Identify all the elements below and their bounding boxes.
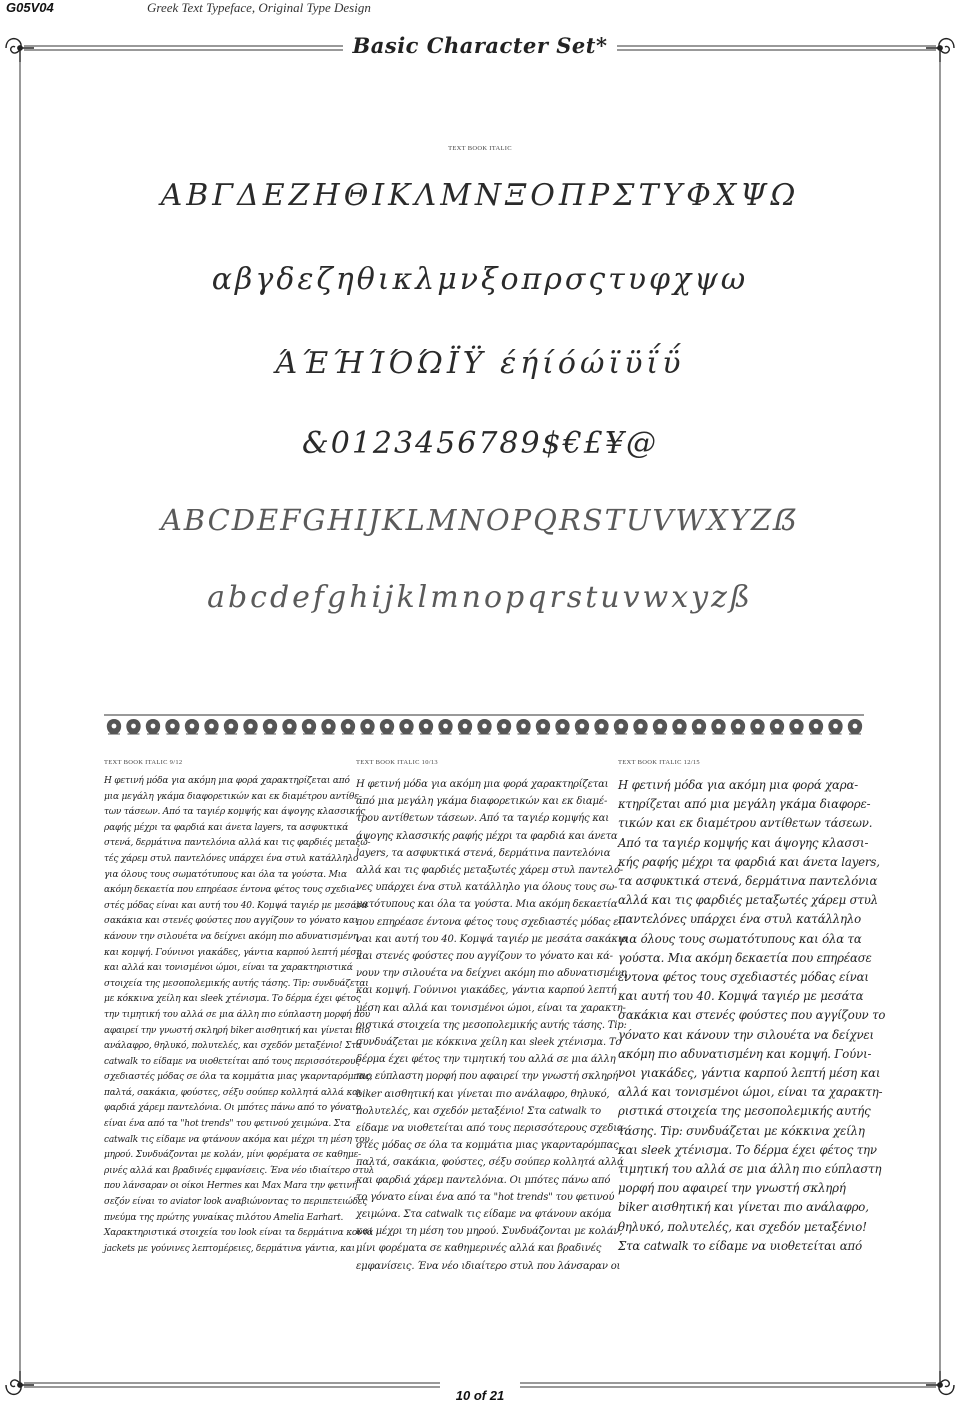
text-line: για όλους τους σωματότυπους και όλα τα γούστα. Μια xyxy=(104,869,347,880)
text-line: γούστα. Μια ακόμη δεκαετία που επηρέασε xyxy=(618,950,872,965)
ornament-unit-icon xyxy=(458,719,472,734)
ornament-unit-icon xyxy=(692,719,706,734)
page-number-text: 10 of 21 xyxy=(450,1388,510,1403)
ornament-unit-icon xyxy=(575,719,589,734)
ornament-unit-icon xyxy=(672,719,686,734)
text-line: για όλους τους σωματότυπους και όλα τα xyxy=(618,931,862,946)
text-line: αλλά και τις φαρδιές μεταξωτές χάρεμ στυλ παντελό- xyxy=(356,865,623,877)
text-line: Η φετινή μόδα για ακόμη μια φορά χαρακτηρίζεται xyxy=(356,779,609,790)
ornament-unit-icon xyxy=(399,719,413,734)
glyph-row-uppercase-greek: ΑΒΓΔΕΖΗΘΙΚΛΜΝΞΟΠΡΣΤΥΦΧΨΩ xyxy=(160,178,800,213)
ornament-unit-icon xyxy=(204,719,218,734)
text-line: κής ραφής μέχρι τα φαρδιά και άνετα layers, xyxy=(618,854,880,869)
text-line: σακάκια και στενές φούστες που αγγίζουν το γόνατο και xyxy=(104,916,359,927)
text-line: μέση και αλλά και τονισμένοι ώμοι, είναι τα χαρακτη- xyxy=(356,1002,626,1014)
text-line: το γόνατο είναι ένα από τα "hot trends" του φετινού xyxy=(356,1191,615,1203)
ornament-unit-icon xyxy=(282,719,296,734)
text-line: σχεδιαστές μόδας σε όλα τα κομμάτια μιας γκαρνταρόμπας, xyxy=(104,1072,373,1083)
ornament-unit-icon xyxy=(809,719,823,734)
document-code: G05V04 xyxy=(6,0,54,15)
text-line: αλλά και τις φαρδιές μεταξωτές χάρεμ στυλ xyxy=(618,893,879,908)
text-line: Από τα ταγιέρ κομψής και άψογης κλασσι- xyxy=(618,835,869,850)
ornament-unit-icon xyxy=(419,719,433,734)
text-line: μια μεγάλη γκάμα διαφορετικών και εκ διαμέτρου αντίθε- xyxy=(104,791,362,802)
text-line: άψογης κλασσικής ραφής μέχρι τα φαρδιά και άνετα xyxy=(356,830,618,842)
text-line: σεζόν είναι το aviator look αναβιώνοντας το περιπετειώδες xyxy=(104,1197,368,1208)
ornament-unit-icon xyxy=(555,719,569,734)
text-line: σακάκια και στενές φούστες που αγγίζουν το xyxy=(618,1008,886,1023)
ornament-unit-icon xyxy=(789,719,803,734)
ornament-unit-icon xyxy=(360,719,374,734)
ornament-unit-icon xyxy=(828,719,842,734)
text-line: τρου αντίθετων τάσεων. Από τα ταγιέρ κομψής και xyxy=(356,813,609,825)
text-line: έντονα φέτος τους σχεδιαστές μόδας είναι xyxy=(618,970,869,985)
text-line: ρινές αλλά και βραδινές εμφανίσεις. Ένα νέο ιδιαίτερο στυλ xyxy=(104,1165,375,1176)
ornament-unit-icon xyxy=(497,719,511,734)
ornament-unit-icon xyxy=(302,719,316,734)
text-line: νες υπάρχει ένα στυλ κατάλληλο για όλους τους σω- xyxy=(356,882,618,894)
column-3-caption: TEXT BOOK ITALIC 12/15 xyxy=(618,759,700,766)
text-line: στοιχεία της μεσοπολεμικής αυτής τάσης. Tip: συνδυάζεται xyxy=(104,978,369,989)
glyph-row-lowercase-greek: αβγδεζηθικλμνξοπρσςτυφχψω xyxy=(211,262,749,297)
text-line: είναι ένα από τα "hot trends" του φετινού χειμώνα. Στα xyxy=(104,1119,351,1130)
text-line: αλλά και τονισμένοι ώμοι, είναι τα χαρακτη- xyxy=(618,1085,883,1100)
ornament-unit-icon xyxy=(263,719,277,734)
text-line: Χαρακτηριστικά στοιχεία του look είναι τα δερμάτινα κοντά xyxy=(104,1228,374,1239)
ornament-unit-icon xyxy=(653,719,667,734)
text-line: τα ασφυκτικά στενά, δερμάτινα παντελόνια xyxy=(618,874,878,889)
text-line: δέρμα έχει φέτος την τιμητική του αλλά σε μια άλλη xyxy=(356,1054,616,1066)
text-line: layers, τα ασφυκτικά στενά, δερμάτινα παντελόνια xyxy=(356,847,611,859)
text-line: στές μόδας σε όλα τα κομμάτια μιας γκαρνταρόμπας, xyxy=(356,1140,622,1152)
ornament-unit-icon xyxy=(165,719,179,734)
ornament-unit-icon xyxy=(321,719,335,734)
ornament-unit-icon xyxy=(516,719,530,734)
glyph-row-accented: ΆΈΉΊΌΏΪΫ έήίόώϊϋΐΰ xyxy=(275,346,685,381)
text-line: με κόκκινα χείλη και sleek χτένισμα. Το δέρμα έχει φέτος xyxy=(104,994,361,1005)
specimen-caption: TEXT BOOK ITALIC xyxy=(448,145,512,152)
document-subtitle: Greek Text Typeface, Original Type Design xyxy=(147,0,371,15)
text-line: γόνατο και κάνουν την σιλουέτα να δείχνει xyxy=(618,1027,874,1042)
ornament-unit-icon xyxy=(224,719,238,734)
text-column-9-12 xyxy=(104,774,374,1257)
ornament-unit-icon xyxy=(380,719,394,734)
glyph-row-lowercase-latin: abcdefghijklmnopqrstuvwxyzß xyxy=(207,580,753,615)
ornament-unit-icon xyxy=(614,719,628,734)
text-line: και κομψή. Γούνινοι γιακάδες, γάντια καρπού λεπτή xyxy=(356,985,617,997)
text-line: και sleek χτένισμα. Το δέρμα έχει φέτος την xyxy=(618,1142,877,1157)
text-line: πνεύμα της πρώτης γυναίκας πιλότου Amelia Earhart. xyxy=(104,1212,344,1223)
text-line: είδαμε να υιοθετείται από τους περισσότερους σχεδια- xyxy=(356,1123,627,1135)
text-line: κάνουν την σιλουέτα να δείχνει ακόμη πιο αδυνατισμένη xyxy=(104,931,359,942)
text-line: στενά, δερμάτινα παντελόνια αλλά και τις φαρδιές μεταξω- xyxy=(104,838,371,849)
text-line: συνδυάζεται με κόκκινα χείλη και sleek χτένισμα. Το xyxy=(356,1037,622,1049)
text-line: Η φετινή μόδα για ακόμη μια φορά χαρα- xyxy=(618,778,859,792)
ornament-unit-icon xyxy=(185,719,199,734)
ornament-unit-icon xyxy=(126,719,140,734)
text-line: ακόμη δεκαετία που επηρέασε έντονα φέτος τους σχεδια- xyxy=(104,885,359,896)
text-line: που λάνσαραν οι οίκοι Hermes και Max Mara την φετινή xyxy=(104,1181,357,1192)
text-line: ακόμη πιο αδυνατισμένη και κομψή. Γούνι- xyxy=(618,1046,872,1061)
text-line: τάσης. Tip: συνδυάζεται με κόκκινα χείλη xyxy=(618,1123,865,1138)
text-column-12-15 xyxy=(618,776,885,1256)
ornament-unit-icon xyxy=(770,719,784,734)
text-line: κτηρίζεται από μια μεγάλη γκάμα διαφορε- xyxy=(618,797,871,812)
text-line: και στενές φούστες που αγγίζουν το γόνατο και κά- xyxy=(356,951,613,963)
text-line: νοι γιακάδες, γάντια καρπού λεπτή μέση και xyxy=(618,1066,881,1081)
text-line: ανάλαφρο, θηλυκό, πολυτελές, και σχεδόν μεταξένιο! Στα xyxy=(104,1041,362,1052)
text-line: και φαρδιά χάρεμ παντελόνια. Οι μπότες πάνω από xyxy=(356,1174,611,1186)
text-line: τικών και εκ διαμέτρου αντίθετων τάσεων. xyxy=(618,816,873,831)
column-2-caption: TEXT BOOK ITALIC 10/13 xyxy=(356,759,438,766)
ornament-unit-icon xyxy=(536,719,550,734)
text-line: παλτά, σακάκια, φούστες, σέξυ σούπερ κολλητά αλλά xyxy=(356,1157,624,1169)
text-line: catwalk τις είδαμε να φτάνουν ακόμα και μέχρι τη μέση του xyxy=(104,1134,370,1145)
text-line: και αλλά και τονισμένοι ώμοι, είναι τα χαρακτηριστικά xyxy=(104,963,353,974)
ornament-unit-icon xyxy=(146,719,160,734)
ornament-unit-icon xyxy=(243,719,257,734)
text-line: τιμητική του αλλά σε μια άλλη πιο εύπλαστη xyxy=(618,1162,882,1177)
text-line: αφαιρεί την γνωστή σκληρή biker αισθητική και γίνεται πιο xyxy=(104,1025,370,1036)
text-line: jackets με γούνινες λεπτομέρειες, δερμάτινα γάντια, και xyxy=(104,1243,355,1254)
text-line: μορφή που αφαιρεί την γνωστή σκληρή xyxy=(618,1181,846,1196)
text-line: θηλυκό, πολυτελές, και σχεδόν μεταξένιο! xyxy=(618,1219,867,1234)
text-line: και κομψή. Γούνινοι γιακάδες, γάντια καρπού λεπτή μέση xyxy=(104,947,362,958)
text-line: ριστικά στοιχεία της μεσοπολεμικής αυτής xyxy=(618,1104,871,1119)
ornament-unit-icon xyxy=(750,719,764,734)
text-line: εμφανίσεις. Ένα νέο ιδιαίτερο στυλ που λάνσαραν οι xyxy=(356,1260,621,1272)
text-line: biker αισθητική και γίνεται πιο ανάλαφρο, xyxy=(618,1200,869,1215)
ornament-unit-icon xyxy=(731,719,745,734)
section-title-text: Basic Character Set* xyxy=(343,33,618,58)
ornament-unit-icon xyxy=(477,719,491,734)
section-title xyxy=(0,33,960,58)
ornament-unit-icon xyxy=(438,719,452,734)
text-line: catwalk το είδαμε να υιοθετείται από τους περισσότερους xyxy=(104,1056,361,1067)
text-line: που επηρέασε έντονα φέτος τους σχεδιαστές μόδας εί- xyxy=(356,916,626,928)
text-line: παντελόνες υπάρχει ένα στυλ κατάλληλο xyxy=(618,912,861,927)
ornament-unit-icon xyxy=(107,719,121,734)
text-line: από μια μεγάλη γκάμα διαφορετικών και εκ διαμέ- xyxy=(356,796,608,808)
text-line: biker αισθητική και γίνεται πιο ανάλαφρο, θηλυκό, xyxy=(356,1088,610,1100)
ornament-unit-icon xyxy=(341,719,355,734)
text-column-10-13 xyxy=(356,776,628,1275)
ornament-unit-icon xyxy=(848,719,862,734)
ornament-unit-icon xyxy=(594,719,608,734)
ornament-unit-icon xyxy=(633,719,647,734)
text-line: ναι και αυτή του 40. Κομψά ταγιέρ με μεσάτα σακάκια xyxy=(356,933,629,945)
text-line: νουν την σιλουέτα να δείχνει ακόμη πιο αδυνατισμένη xyxy=(356,968,627,980)
text-line: την τιμητική του αλλά σε μια άλλη πιο εύπλαστη μορφή που xyxy=(104,1009,370,1020)
ornament-divider-icon xyxy=(104,713,864,739)
text-line: στές μόδας είναι και αυτή του 40. Κομψά ταγιέρ με μεσάτα xyxy=(104,900,368,911)
text-line: και μέχρι τη μέση του μηρού. Συνδυάζονται με κολάν, xyxy=(356,1226,623,1238)
column-1-caption: TEXT BOOK ITALIC 9/12 xyxy=(104,759,183,766)
text-line: Στα catwalk το είδαμε να υιοθετείται από xyxy=(618,1238,862,1253)
text-line: παλτά, σακάκια, φούστες, σέξυ σούπερ κολλητά αλλά και xyxy=(104,1087,362,1098)
text-line: μηρού. Συνδυάζονται με κολάν, μίνι φορέματα σε καθημε- xyxy=(104,1150,361,1161)
text-line: πιο εύπλαστη μορφή που αφαιρεί την γνωστή σκληρή xyxy=(356,1071,619,1083)
text-line: ριστικά στοιχεία της μεσοπολεμικής αυτής τάσης. Tip: xyxy=(356,1019,627,1031)
text-line: τές χάρεμ στυλ παντελόνες υπάρχει ένα στυλ κατάλληλο xyxy=(104,853,359,864)
glyph-row-figures-symbols: &0123456789$€£¥@ xyxy=(302,426,658,461)
text-line: και αυτή του 40. Κομψά ταγιέρ με μεσάτα xyxy=(618,989,864,1004)
page-number xyxy=(0,1388,960,1403)
glyph-row-uppercase-latin: ABCDEFGHIJKLMNOPQRSTUVWXYZẞ xyxy=(160,503,800,537)
ornament-unit-icon xyxy=(711,719,725,734)
text-line: ματότυπους και όλα τα γούστα. Μια ακόμη δεκαετία xyxy=(356,899,618,911)
text-line: πολυτελές, και σχεδόν μεταξένιο! Στα catwalk το xyxy=(356,1105,601,1117)
text-line: μίνι φορέματα σε καθημερινές αλλά και βραδινές xyxy=(356,1243,602,1255)
text-line: Η φετινή μόδα για ακόμη μια φορά χαρακτηρίζεται από xyxy=(104,776,350,786)
text-line: φαρδιά χάρεμ παντελόνια. Οι μπότες πάνω από το γόνατο xyxy=(104,1103,362,1114)
text-line: ραφής μέχρι τα φαρδιά και άνετα layers, τα ασφυκτικά xyxy=(104,822,349,833)
text-line: των τάσεων. Από τα ταγιέρ κομψής και άψογης κλασσικής xyxy=(104,807,366,818)
text-line: χειμώνα. Στα catwalk τις είδαμε να φτάνουν ακόμα xyxy=(356,1209,612,1221)
